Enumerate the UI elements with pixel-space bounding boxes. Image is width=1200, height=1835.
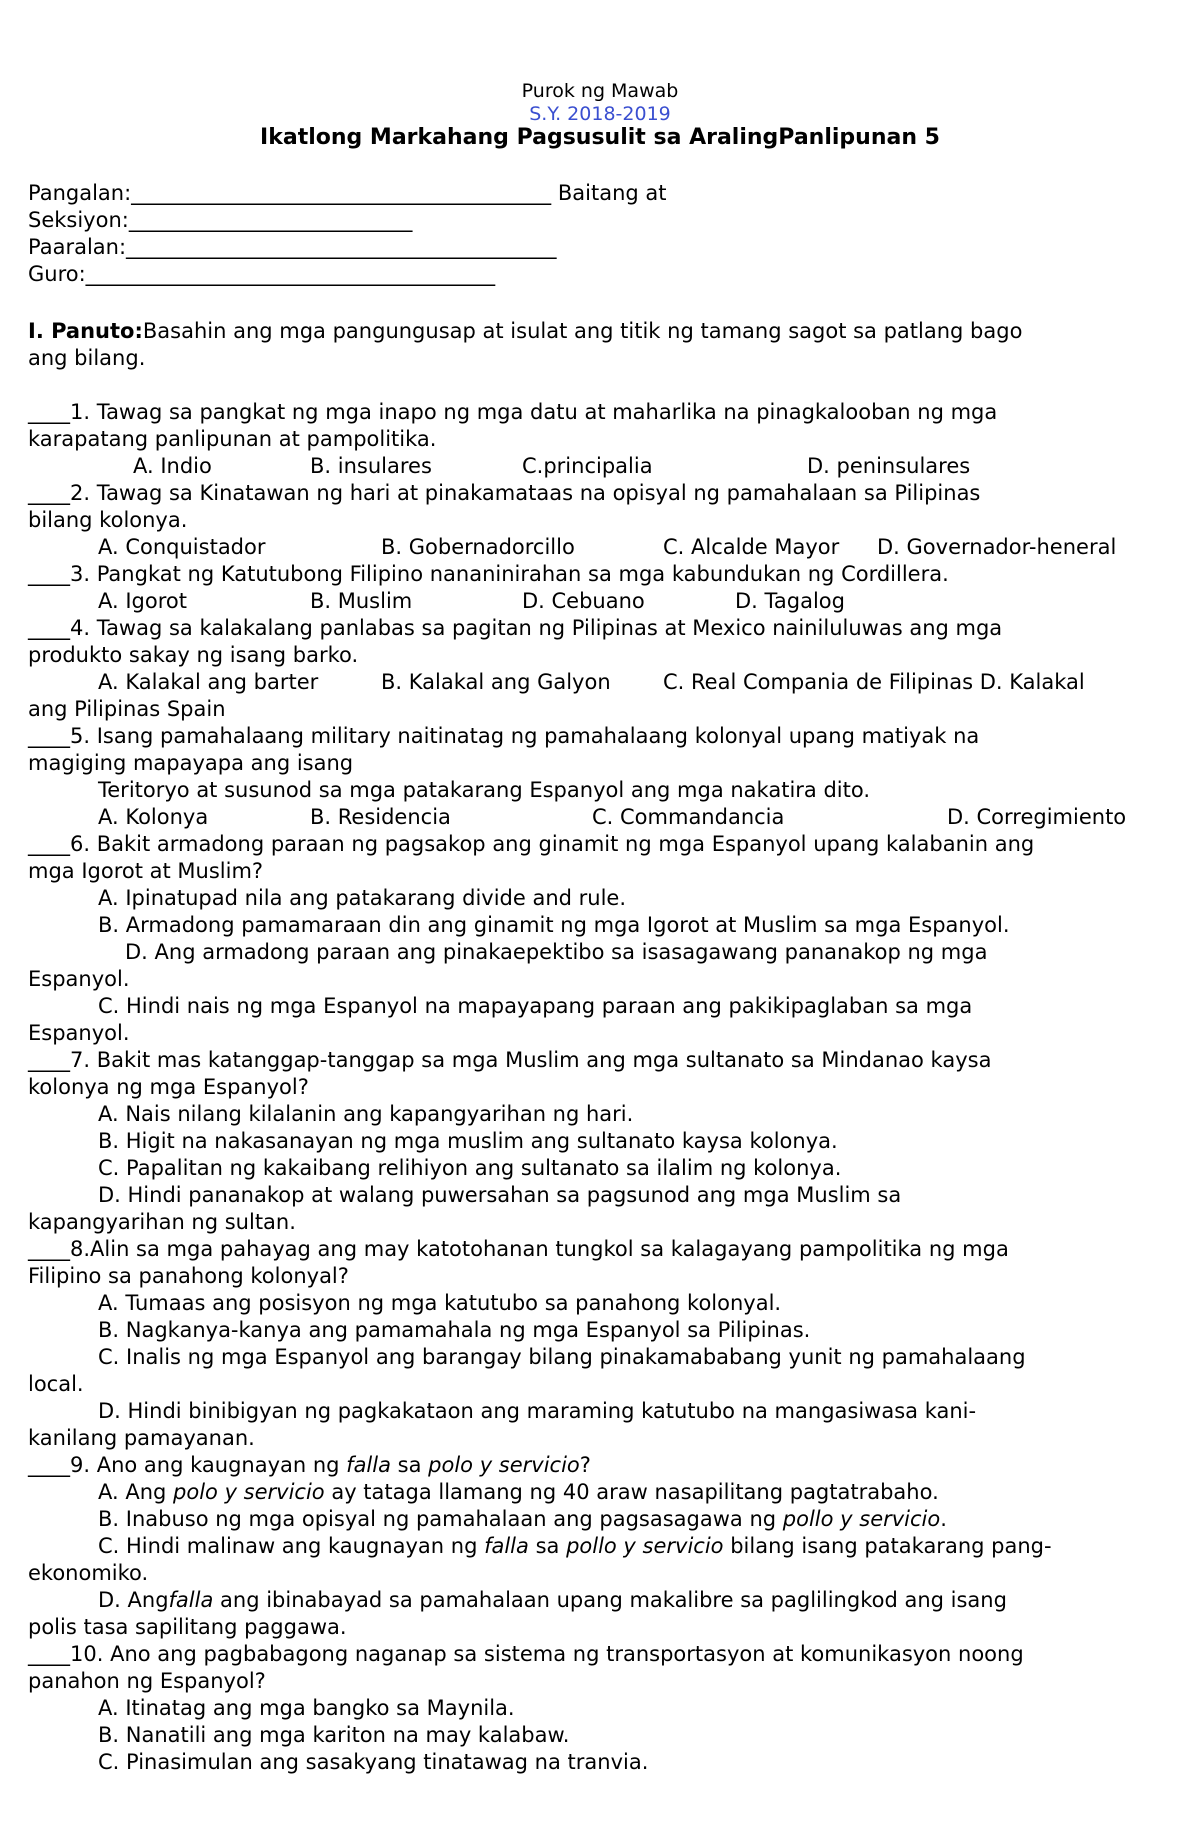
- q1-choice-b: B. insulares: [310, 454, 432, 478]
- q6-choice-d-cont: Espanyol.: [28, 967, 130, 991]
- q6-choice-c-cont: Espanyol.: [28, 1021, 130, 1045]
- q9-choice-a: [98, 1479, 939, 1505]
- q9-text-mid: sa: [390, 1453, 429, 1477]
- directions-label: I. Panuto:: [28, 319, 143, 343]
- question-10-cont: panahon ng Espanyol?: [28, 1669, 266, 1693]
- q5-choice-a: A. Kolonya: [98, 805, 209, 829]
- q9-choice-c: [98, 1533, 1052, 1559]
- q10-choice-b: B. Nanatili ang mga kariton na may kalabaw.: [98, 1723, 570, 1747]
- q1-choice-c: C.principalia: [522, 454, 653, 478]
- school-year: S.Y. 2018-2019: [529, 103, 671, 125]
- question-5-cont: magiging mapayapa ang isang: [28, 751, 354, 775]
- school-name: Purok ng Mawab: [521, 80, 679, 102]
- question-8-cont: Filipino sa panahong kolonyal?: [28, 1264, 349, 1288]
- q2-choice-a: A. Conquistador: [98, 535, 266, 559]
- question-7: ____7. Bakit mas katanggap-tanggap sa mga Muslim ang mga sultanato sa Mindanao kaysa: [28, 1048, 992, 1072]
- q6-choice-c: C. Hindi nais ng mga Espanyol na mapayapang paraan ang pakikipaglaban sa mga: [98, 994, 973, 1018]
- q9-a-term: polo y servicio: [173, 1480, 325, 1504]
- q9-term-polo: polo y servicio: [428, 1453, 580, 1477]
- question-3: ____3. Pangkat ng Katutubong Filipino nananinirahan sa mga kabundukan ng Cordillera.: [28, 562, 949, 586]
- q10-choice-c: C. Pinasimulan ang sasakyang tinatawag na tranvia.: [98, 1750, 649, 1774]
- q8-choice-b: B. Nagkanya-kanya ang pamamahala ng mga Espanyol sa Pilipinas.: [98, 1318, 811, 1342]
- q8-choice-d: D. Hindi binibigyan ng pagkakataon ang maraming katutubo na mangasiwasa kani-: [98, 1399, 977, 1423]
- question-2: ____2. Tawag sa Kinatawan ng hari at pinakamataas na opisyal ng pamahalaan sa Pilipinas: [28, 481, 981, 505]
- question-4-cont: produkto sakay ng isang barko.: [28, 643, 359, 667]
- q9-term-falla: falla: [346, 1453, 391, 1477]
- q8-choice-c: C. Inalis ng mga Espanyol ang barangay bilang pinakamababang yunit ng pamahalaang: [98, 1345, 1026, 1369]
- question-6: ____6. Bakit armadong paraan ng pagsakop ang ginamit ng mga Espanyol upang kalabanin ang: [28, 832, 1035, 856]
- question-10: ____10. Ano ang pagbabagong naganap sa sistema ng transportasyon at komunikasyon noong: [28, 1642, 1024, 1666]
- q2-choice-c: C. Alcalde Mayor: [663, 535, 840, 559]
- question-2-cont: bilang kolonya.: [28, 508, 188, 532]
- q8-choice-c-cont: local.: [28, 1372, 84, 1396]
- q9-c-text: C. Hindi malinaw ang kaugnayan ng: [98, 1534, 485, 1558]
- q2-choice-d: D. Governador-heneral: [877, 535, 1117, 559]
- question-6-cont: mga Igorot at Muslim?: [28, 859, 264, 883]
- question-5-cont2: Teritoryo at susunod sa mga patakarang Espanyol ang mga nakatira dito.: [98, 778, 871, 802]
- q9-text-end: ?: [579, 1453, 591, 1477]
- q3-choice-a: A. Igorot: [98, 589, 187, 613]
- exam-title: Ikatlong Markahang Pagsusulit sa AralingPanlipunan 5: [260, 125, 940, 150]
- section-field[interactable]: Seksiyon:___________________________: [28, 208, 413, 232]
- directions: [28, 318, 1022, 344]
- q8-choice-d-cont: kanilang pamayanan.: [28, 1426, 255, 1450]
- q9-choice-d: [98, 1587, 1007, 1613]
- q4-choice-a: A. Kalakal ang barter: [98, 670, 319, 694]
- q7-choice-a: A. Nais nilang kilalanin ang kapangyarihan ng hari.: [98, 1102, 634, 1126]
- q6-choice-b: B. Armadong pamamaraan din ang ginamit ng mga Igorot at Muslim sa mga Espanyol.: [98, 913, 1010, 937]
- q9-b-term: pollo y servicio: [782, 1507, 941, 1531]
- q3-choice-d: D. Tagalog: [735, 589, 845, 613]
- q9-d-term: falla: [168, 1588, 214, 1612]
- question-1: ____1. Tawag sa pangkat ng mga inapo ng mga datu at maharlika na pinagkalooban ng mga: [28, 400, 998, 424]
- q9-text: ____9. Ano ang kaugnayan ng: [28, 1453, 347, 1477]
- q7-choice-b: B. Higit na nakasanayan ng mga muslim ang sultanato kaysa kolonya.: [98, 1129, 838, 1153]
- q9-c-term-pollo: pollo y servicio: [566, 1534, 724, 1558]
- q9-c-text-mid: sa: [528, 1534, 567, 1558]
- teacher-field[interactable]: Guro:_______________________________________: [28, 262, 496, 286]
- q9-a-text: A. Ang: [98, 1480, 174, 1504]
- q2-choice-b: B. Gobernadorcillo: [381, 535, 575, 559]
- q9-d-text-end: ang ibinabayad sa pamahalaan upang makalibre sa paglilingkod ang isang: [213, 1588, 1007, 1612]
- question-5: ____5. Isang pamahalaang military naitinatag ng pamahalaang kolonyal upang matiyak na: [28, 724, 980, 748]
- q7-choice-d: D. Hindi pananakop at walang puwersahan sa pagsunod ang mga Muslim sa: [98, 1183, 902, 1207]
- q8-choice-a: A. Tumaas ang posisyon ng mga katutubo sa panahong kolonyal.: [98, 1291, 782, 1315]
- q3-choice-c: D. Cebuano: [522, 589, 645, 613]
- name-field[interactable]: Pangalan:________________________________________ Baitang at: [28, 181, 667, 205]
- q5-choice-d: D. Corregimiento: [947, 805, 1127, 829]
- q9-a-text-end: ay tataga llamang ng 40 araw nasapilitang pagtatrabaho.: [324, 1480, 939, 1504]
- q3-choice-b: B. Muslim: [310, 589, 413, 613]
- q6-choice-a: A. Ipinatupad nila ang patakarang divide and rule.: [98, 886, 627, 910]
- q7-choice-c: C. Papalitan ng kakaibang relihiyon ang sultanato sa ilalim ng kolonya.: [98, 1156, 842, 1180]
- q6-choice-d: D. Ang armadong paraan ang pinakaepektibo sa isasagawang pananakop ng mga: [125, 940, 988, 964]
- q9-choice-d-cont: polis tasa sapilitang paggawa.: [28, 1615, 347, 1639]
- q4-choice-cd: C. Real Compania de Filipinas D. Kalakal: [663, 670, 1085, 694]
- directions-text: Basahin ang mga pangungusap at isulat ang titik ng tamang sagot sa patlang bago: [142, 319, 1023, 343]
- q10-choice-a: A. Itinatag ang mga bangko sa Maynila.: [98, 1696, 515, 1720]
- q5-choice-c: C. Commandancia: [592, 805, 785, 829]
- q9-c-text-end: bilang isang patakarang pang-: [723, 1534, 1052, 1558]
- q9-c-term-falla: falla: [484, 1534, 529, 1558]
- directions-text-cont: ang bilang.: [28, 346, 146, 370]
- q1-choice-d: D. peninsulares: [807, 454, 971, 478]
- question-1-cont: karapatang panlipunan at pampolitika.: [28, 427, 437, 451]
- q1-choice-a: A. Indio: [133, 454, 212, 478]
- q7-choice-d-cont: kapangyarihan ng sultan.: [28, 1210, 296, 1234]
- q9-d-text: D. Ang: [98, 1588, 169, 1612]
- question-8: ____8.Alin sa mga pahayag ang may katotohanan tungkol sa kalagayang pampolitika ng mga: [28, 1237, 1009, 1261]
- q5-choice-b: B. Residencia: [310, 805, 451, 829]
- q9-b-text-end: .: [940, 1507, 947, 1531]
- school-field[interactable]: Paaralan:_________________________________________: [28, 235, 557, 259]
- q4-choice-b: B. Kalakal ang Galyon: [381, 670, 611, 694]
- q9-choice-c-cont: ekonomiko.: [28, 1561, 149, 1585]
- question-7-cont: kolonya ng mga Espanyol?: [28, 1075, 309, 1099]
- question-4: ____4. Tawag sa kalakalang panlabas sa pagitan ng Pilipinas at Mexico nainiluluwas ang mga: [28, 616, 1003, 640]
- question-9: [28, 1452, 591, 1478]
- q9-b-text: B. Inabuso ng mga opisyal ng pamahalaan ang pagsasagawa ng: [98, 1507, 783, 1531]
- q4-choice-d-cont: ang Pilipinas Spain: [28, 697, 226, 721]
- q9-choice-b: [98, 1506, 947, 1532]
